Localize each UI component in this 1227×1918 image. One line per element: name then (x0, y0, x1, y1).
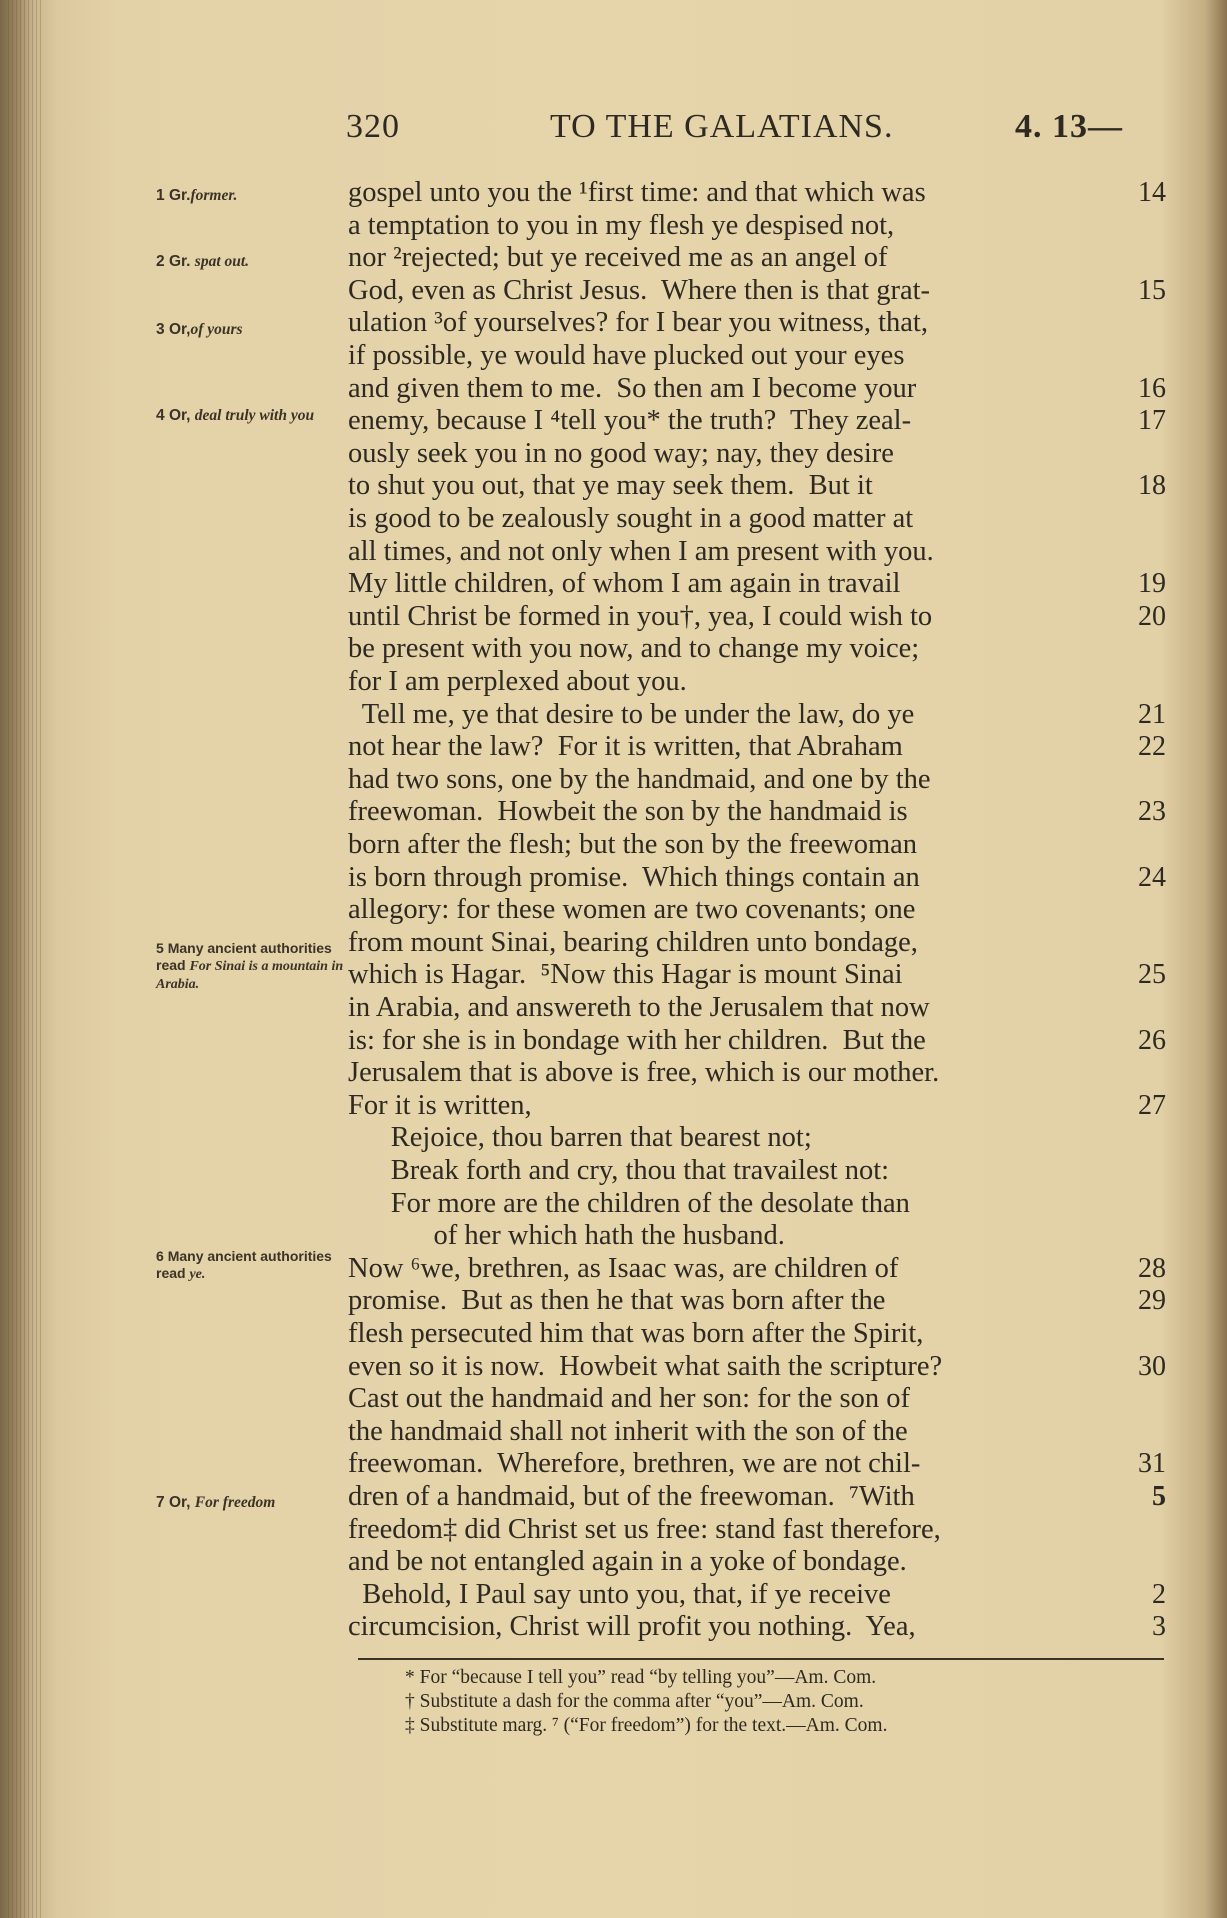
footnote-1: * For “because I tell you” read “by telling you”—Am. Com. (405, 1667, 877, 1688)
text-line (348, 600, 1148, 634)
text-line (348, 274, 1148, 308)
text-line-content: Break forth and cry, thou that travailest not: (348, 1155, 890, 1186)
text-line-content: dren of a handmaid, but of the freewoman. ⁷With (348, 1481, 915, 1512)
text-line (348, 1121, 1148, 1155)
text-line-content: Now ⁶we, brethren, as Isaac was, are children of (348, 1253, 899, 1284)
text-line-content: a temptation to you in my flesh ye despised not, (348, 210, 895, 241)
text-line-content: and given them to me. So then am I become your (348, 373, 917, 404)
verse-number: 21 (1138, 699, 1166, 730)
text-line (348, 1415, 1148, 1449)
verse-number: 5 (1152, 1481, 1166, 1512)
margin-note-7: 7 Or, For freedom (156, 1494, 276, 1511)
text-line (348, 176, 1148, 210)
text-line-content: born after the flesh; but the son by the freewoman (348, 829, 918, 860)
text-line-content: Rejoice, thou barren that bearest not; (348, 1122, 812, 1153)
text-line-content: promise. But as then he that was born after the (348, 1285, 886, 1316)
verse-number: 27 (1138, 1090, 1166, 1121)
text-line-content: which is Hagar. ⁵Now this Hagar is mount Sinai (348, 959, 903, 990)
text-line (348, 1187, 1148, 1221)
text-line (348, 632, 1148, 666)
verse-number: 23 (1138, 796, 1166, 827)
footnote-rule (358, 1658, 1164, 1660)
text-line-content: if possible, ye would have plucked out your eyes (348, 340, 905, 371)
text-line-content: Cast out the handmaid and her son: for the son of (348, 1383, 910, 1414)
text-line (348, 1024, 1148, 1058)
verse-number: 2 (1152, 1579, 1166, 1610)
text-line (348, 861, 1148, 895)
text-line (348, 567, 1148, 601)
text-line-content: the handmaid shall not inherit with the son of the (348, 1416, 908, 1447)
text-line (348, 1382, 1148, 1416)
text-line (348, 1350, 1148, 1384)
text-line (348, 1219, 1148, 1253)
text-line-content: ously seek you in no good way; nay, they desire (348, 438, 894, 469)
text-line-content: ulation ³of yourselves? for I bear you witness, that, (348, 307, 928, 338)
text-line (348, 991, 1148, 1025)
margin-note-1: 1 Gr.former. (156, 187, 238, 204)
text-line-content: enemy, because I ⁴tell you* the truth? They zeal- (348, 405, 912, 436)
text-line-content: be present with you now, and to change my voice; (348, 633, 920, 664)
footnote-2: † Substitute a dash for the comma after “you”—Am. Com. (405, 1691, 864, 1712)
text-line-content: God, even as Christ Jesus. Where then is that grat- (348, 275, 931, 306)
text-line (348, 763, 1148, 797)
text-line (348, 535, 1148, 569)
verse-number: 30 (1138, 1351, 1166, 1382)
text-line (348, 926, 1148, 960)
text-line (348, 1578, 1148, 1612)
running-title: TO THE GALATIANS. (550, 108, 894, 145)
page-number: 320 (346, 108, 400, 145)
text-line (348, 339, 1148, 373)
text-line-content: is born through promise. Which things contain an (348, 862, 920, 893)
verse-number: 31 (1138, 1448, 1166, 1479)
text-line (348, 795, 1148, 829)
text-line-content: My little children, of whom I am again in travail (348, 568, 901, 599)
text-line-content: freewoman. Howbeit the son by the handmaid is (348, 796, 908, 827)
text-line-content: not hear the law? For it is written, that Abraham (348, 731, 903, 762)
text-line (348, 1480, 1148, 1514)
verse-number: 22 (1138, 731, 1166, 762)
margin-note-3: 3 Or,of yours (156, 321, 243, 338)
text-line-content: nor ²rejected; but ye received me as an angel of (348, 242, 888, 273)
text-line-content: even so it is now. Howbeit what saith the scripture? (348, 1351, 943, 1382)
text-line-content: gospel unto you the ¹first time: and that which was (348, 177, 926, 208)
text-line (348, 828, 1148, 862)
verse-number: 25 (1138, 959, 1166, 990)
text-line-content: Jerusalem that is above is free, which is our mother. (348, 1057, 940, 1088)
text-line-content: had two sons, one by the handmaid, and one by the (348, 764, 931, 795)
text-line (348, 1284, 1148, 1318)
text-line-content: from mount Sinai, bearing children unto bondage, (348, 927, 918, 958)
verse-number: 16 (1138, 373, 1166, 404)
text-line-content: freewoman. Wherefore, brethren, we are not chil- (348, 1448, 921, 1479)
text-line-content: is good to be zealously sought in a good matter at (348, 503, 914, 534)
text-line-content: in Arabia, and answereth to the Jerusalem that now (348, 992, 930, 1023)
text-line-content: to shut you out, that ye may seek them. But it (348, 470, 873, 501)
text-line (348, 306, 1148, 340)
text-line (348, 893, 1148, 927)
text-line-content: of her which hath the husband. (348, 1220, 785, 1251)
text-line-content: and be not entangled again in a yoke of bondage. (348, 1546, 907, 1577)
verse-number: 24 (1138, 862, 1166, 893)
text-line-content: Tell me, ye that desire to be under the law, do ye (348, 699, 915, 730)
verse-number: 17 (1138, 405, 1166, 436)
text-line (348, 665, 1148, 699)
text-line (348, 1056, 1148, 1090)
verse-number: 19 (1138, 568, 1166, 599)
text-line-content: flesh persecuted him that was born after the Spirit, (348, 1318, 924, 1349)
text-line (348, 469, 1148, 503)
text-line (348, 1610, 1148, 1644)
verse-number: 15 (1138, 275, 1166, 306)
text-line-content: allegory: for these women are two covenants; one (348, 894, 916, 925)
verse-number: 28 (1138, 1253, 1166, 1284)
text-line (348, 209, 1148, 243)
verse-number: 18 (1138, 470, 1166, 501)
verse-number: 14 (1138, 177, 1166, 208)
text-line (348, 502, 1148, 536)
margin-note-4: 4 Or, deal truly with you (156, 407, 315, 424)
text-line (348, 1252, 1148, 1286)
text-line-content: for I am perplexed about you. (348, 666, 687, 697)
text-line (348, 698, 1148, 732)
text-line-content: is: for she is in bondage with her children. But the (348, 1025, 926, 1056)
text-line (348, 1089, 1148, 1123)
footnote-3: ‡ Substitute marg. ⁷ (“For freedom”) for the text.—Am. Com. (405, 1715, 888, 1736)
text-line (348, 1513, 1148, 1547)
verse-number: 26 (1138, 1025, 1166, 1056)
text-line (348, 372, 1148, 406)
text-line (348, 404, 1148, 438)
text-line-content: Behold, I Paul say unto you, that, if ye receive (348, 1579, 891, 1610)
text-line-content: For more are the children of the desolate than (348, 1188, 910, 1219)
text-line (348, 437, 1148, 471)
text-line-content: until Christ be formed in you†, yea, I could wish to (348, 601, 933, 632)
text-line-content: circumcision, Christ will profit you nothing. Yea, (348, 1611, 916, 1642)
text-line-content: all times, and not only when I am present with you. (348, 536, 934, 567)
margin-note-6: 6 Many ancient authorities read ye. (156, 1248, 332, 1282)
text-line (348, 1317, 1148, 1351)
text-line (348, 241, 1148, 275)
verse-number: 29 (1138, 1285, 1166, 1316)
text-line (348, 958, 1148, 992)
text-line (348, 730, 1148, 764)
verse-number: 20 (1138, 601, 1166, 632)
margin-note-2: 2 Gr. spat out. (156, 253, 250, 270)
chapter-verse-reference: 4. 13— (1015, 108, 1123, 145)
text-line (348, 1154, 1148, 1188)
margin-note-5: 5 Many ancient authorities read For Sinai is a mountain in Arabia. (156, 940, 344, 992)
text-line (348, 1545, 1148, 1579)
text-line (348, 1447, 1148, 1481)
text-line-content: freedom‡ did Christ set us free: stand fast therefore, (348, 1514, 941, 1545)
verse-number: 3 (1152, 1611, 1166, 1642)
text-line-content: For it is written, (348, 1090, 532, 1121)
